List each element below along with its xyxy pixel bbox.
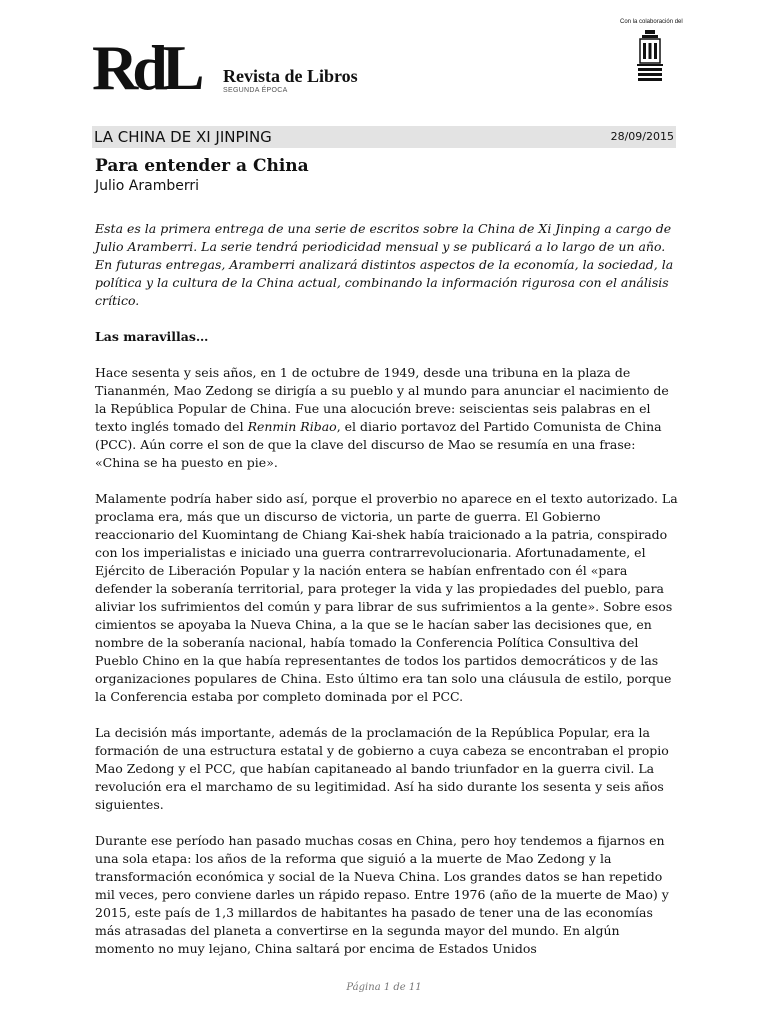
logo [92, 32, 392, 103]
magazine-subtitle: SEGUNDA ÉPOCA [223, 87, 288, 94]
college-logo-icon [634, 28, 666, 92]
paragraph-1 [95, 364, 682, 472]
logo-rdl: RdL [92, 32, 199, 103]
section-title: LA CHINA DE XI JINPING [94, 128, 272, 146]
article-author: Julio Aramberri [95, 178, 200, 194]
magazine-name: Revista de Libros [223, 66, 358, 86]
article-title: Para entender a China [95, 156, 309, 176]
page-number: Página 1 de 11 [346, 982, 422, 993]
intro-paragraph: Esta es la primera entrega de una serie de escritos sobre la China de Xi Jinping a cargo de Julio Aramberri. La serie tendrá periodicidad mensual y se publicará a lo largo de un año. En futuras entregas, Aramberri analizará distintos aspectos de la economía, la sociedad, la política y la cultura de la China actual, combinando la información rigurosa con el análisis crítico. [95, 221, 674, 308]
collaboration-text: Con la colaboración del [620, 19, 683, 25]
paragraph-1-part-1: Hace sesenta y seis años, en 1 de octubre de 1949, desde una tribuna en la plaza de Tiananmén, Mao Zedong se dirigía a su pueblo y al mundo para anunciar el nacimiento de la República Popular de China. Fue una alocución breve: seiscientas seis palabras en el texto inglés tomado del [95, 365, 669, 434]
section-header [92, 126, 676, 148]
section-subheading: Las maravillas… [95, 329, 209, 344]
paragraph-4: Durante ese período han pasado muchas cosas en China, pero hoy tendemos a fijarnos en una sola etapa: los años de la reforma que siguió a la muerte de Mao Zedong y la transformación económica y social de la Nueva China. Los grandes datos se han repetido mil veces, pero conviene darles un rápido repaso. Entre 1976 (año de la muerte de Mao) y 2015, este país de 1,3 millardos de habitantes ha pasado de tener una de las economías más atrasadas del planeta a convertirse en la segunda mayor del mundo. En algún momento no muy lejano, China saltará por encima de Estados Unidos [95, 833, 669, 956]
paragraph-2: Malamente podría haber sido así, porque el proverbio no aparece en el texto autorizado. La proclama era, más que un discurso de victoria, un parte de guerra. El Gobierno reaccionario del Kuomintang de Chiang Kai-shek había traicionado a la patria, conspirado con los imperialistas e iniciado una guerra contrarrevolucionaria. Afortunadamente, el Ejército de Liberación Popular y la nación entera se habían enfrentado con él «para defender la soberanía territorial, para proteger la vida y las propiedades del pueblo, para aliviar los sufrimientos del común y para librar de sus sufrimientos a la gente». Sobre esos cimientos se apoyaba la Nueva China, a la que se le hacían saber las decisiones que, en nombre de la soberanía nacional, había tomado la Conferencia Política Consultiva del Pueblo Chino en la que había representantes de todos los partidos democráticos y de las organizaciones populares de China. Esto último era tan solo una cláusula de estilo, porque la Conferencia estaba por completo dominada por el PCC. [95, 491, 678, 704]
paragraph-1-part-2: , el diario portavoz del Partido Comunista de China (PCC). Aún corre el son de que la clave del discurso de Mao se resumía en una frase: «China se ha puesto en pie». [95, 419, 662, 470]
newspaper-name: Renmin Ribao [247, 419, 337, 434]
article-body [95, 220, 682, 976]
paragraph-3: La decisión más importante, además de la proclamación de la República Popular, era la formación de una estructura estatal y de gobierno a cuya cabeza se encontraban el propio Mao Zedong y el PCC, que habían capitaneado al bando triunfador en la guerra civil. La revolución era el marchamo de su legitimidad. Así ha sido durante los sesenta y seis años siguientes. [95, 725, 669, 812]
publication-date: 28/09/2015 [610, 130, 674, 143]
